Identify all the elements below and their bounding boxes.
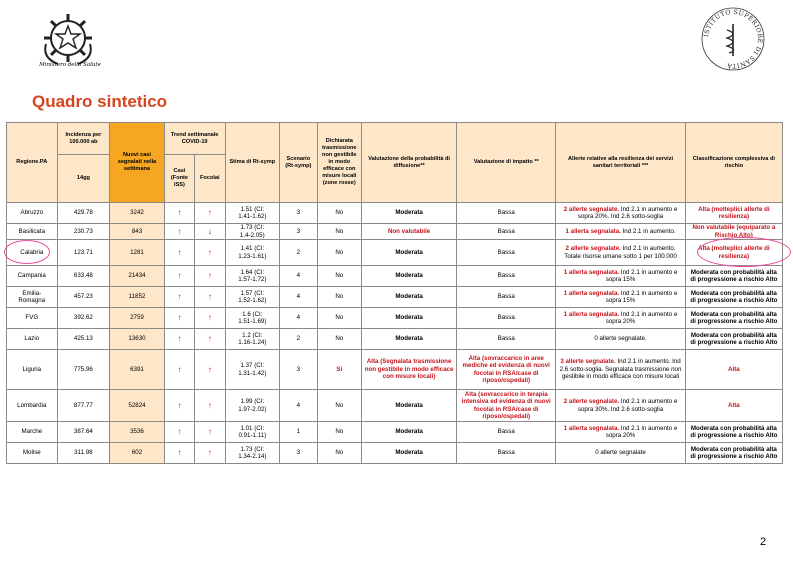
cell-region: Lombardia bbox=[7, 390, 58, 422]
cell-probability: Alta (Segnalata trasmissione non gestibile in modo efficace con misure locali) bbox=[362, 350, 457, 390]
cell-classification: Moderata con probabilità alta di progressione a rischio Alto bbox=[685, 266, 782, 287]
cell-alerts bbox=[556, 266, 685, 287]
rt-ci: 1.52-1.62) bbox=[238, 297, 267, 304]
cell-rt bbox=[225, 224, 280, 240]
col-header-alerts: Allerte relative alla resilienza dei servizi sanitari territoriali *** bbox=[556, 123, 685, 203]
rt-value: 1.41 (CI: bbox=[240, 245, 265, 253]
cell-declared: No bbox=[317, 443, 362, 464]
table-row bbox=[7, 422, 783, 443]
col-header-trend-outbreaks: Focolai bbox=[195, 155, 225, 203]
alert-highlight: 3 allerte segnalate. bbox=[560, 358, 616, 366]
iss-logo-icon bbox=[700, 6, 766, 72]
cell-declared: No bbox=[317, 422, 362, 443]
cell-declared: No bbox=[317, 224, 362, 240]
cell-rt bbox=[225, 266, 280, 287]
cell-alerts bbox=[556, 390, 685, 422]
alert-detail: Ind 2.1 in aumento e sopra 20% bbox=[605, 424, 678, 439]
cell-declared: Si bbox=[317, 350, 362, 390]
cell-impact: Bassa bbox=[457, 422, 556, 443]
cell-incidence: 877.77 bbox=[57, 390, 110, 422]
cell-new-cases: 52824 bbox=[110, 390, 165, 422]
trend-arrow-icon: ↑ bbox=[207, 448, 212, 458]
cell-declared: No bbox=[317, 203, 362, 224]
trend-arrow-icon: ↑ bbox=[177, 364, 182, 374]
col-header-incidence: Incidenza per 100.000 ab bbox=[57, 123, 110, 155]
cell-new-cases: 1281 bbox=[110, 240, 165, 266]
cell-alerts bbox=[556, 308, 685, 329]
alert-highlight: 1 allerta segnalata. bbox=[563, 289, 620, 297]
cell-rt bbox=[225, 422, 280, 443]
trend-arrow-icon: ↑ bbox=[177, 313, 182, 323]
cell-alerts bbox=[556, 422, 685, 443]
cell-impact: Alta (sovraccarico in aree mediche ed evidenza di nuovi focolai in RSA/case di riposo/ospedali) bbox=[457, 350, 556, 390]
cell-trend-outbreaks bbox=[195, 308, 225, 329]
rt-ci: 0.91-1.11) bbox=[238, 432, 267, 439]
page-title: Quadro sintetico bbox=[32, 92, 168, 111]
cell-impact: Bassa bbox=[457, 266, 556, 287]
cell-scenario: 2 bbox=[280, 240, 317, 266]
cell-trend-outbreaks bbox=[195, 266, 225, 287]
table-row bbox=[7, 443, 783, 464]
cell-trend-outbreaks bbox=[195, 443, 225, 464]
cell-incidence: 387.64 bbox=[57, 422, 110, 443]
cell-declared: No bbox=[317, 329, 362, 350]
cell-classification: Moderata con probabilità alta di progressione a rischio Alto bbox=[685, 287, 782, 308]
rt-ci: 1.4-2.05) bbox=[239, 231, 265, 239]
trend-arrow-icon: ↑ bbox=[177, 334, 182, 344]
rt-value: 1.01 (CI: bbox=[240, 424, 265, 432]
cell-incidence: 457.23 bbox=[57, 287, 110, 308]
trend-arrow-icon: ↑ bbox=[177, 208, 182, 218]
cell-rt bbox=[225, 240, 280, 266]
alert-detail: Ind 2.1 in aumento e sopra 20% bbox=[605, 310, 678, 325]
iss-logo-text: ISTITUTO SUPERIORE DI SANITÀ bbox=[703, 8, 764, 70]
cell-rt bbox=[225, 350, 280, 390]
cell-probability: Moderata bbox=[362, 240, 457, 266]
cell-scenario: 4 bbox=[280, 390, 317, 422]
trend-arrow-icon: ↑ bbox=[207, 313, 212, 323]
cell-trend-cases bbox=[164, 329, 194, 350]
cell-scenario: 3 bbox=[280, 443, 317, 464]
cell-alerts bbox=[556, 203, 685, 224]
cell-scenario: 1 bbox=[280, 422, 317, 443]
cell-new-cases: 13630 bbox=[110, 329, 165, 350]
cell-probability: Moderata bbox=[362, 422, 457, 443]
cell-probability: Moderata bbox=[362, 390, 457, 422]
cell-scenario: 2 bbox=[280, 329, 317, 350]
cell-classification: Alta (molteplici allerte di resilienza) bbox=[685, 203, 782, 224]
alert-detail: Ind 2.1 in aumento e sopra 15% bbox=[605, 289, 678, 304]
table-row bbox=[7, 203, 783, 224]
alert-highlight: 1 allerta segnalata. bbox=[563, 310, 620, 318]
cell-new-cases: 21434 bbox=[110, 266, 165, 287]
trend-arrow-icon: ↑ bbox=[177, 400, 182, 410]
rt-value: 1.73 (CI: bbox=[240, 445, 265, 453]
alert-detail: Ind 2.1 in aumento e sopra 15% bbox=[605, 268, 678, 283]
col-header-classification: Classificazione complessiva di rischio bbox=[685, 123, 782, 203]
cell-declared: No bbox=[317, 240, 362, 266]
cell-trend-cases bbox=[164, 308, 194, 329]
cell-scenario: 3 bbox=[280, 224, 317, 240]
alert-detail: Ind 2.1 in aumento e sopra 20%. Ind 2.6 sotto-soglia bbox=[577, 205, 678, 220]
cell-new-cases: 11852 bbox=[110, 287, 165, 308]
cell-new-cases: 843 bbox=[110, 224, 165, 240]
cell-scenario: 4 bbox=[280, 266, 317, 287]
cell-trend-outbreaks bbox=[195, 240, 225, 266]
alert-highlight: 2 allerte segnalate. bbox=[563, 398, 620, 406]
alert-detail: Ind 2.1 in aumento. Totale risorse umane sotto 1 per 100.000 bbox=[564, 245, 677, 260]
cell-classification: Alta bbox=[685, 390, 782, 422]
trend-arrow-icon: ↑ bbox=[207, 427, 212, 437]
trend-arrow-icon: ↑ bbox=[207, 400, 212, 410]
cell-rt bbox=[225, 308, 280, 329]
trend-arrow-icon: ↓ bbox=[207, 226, 212, 236]
cell-incidence: 230.73 bbox=[57, 224, 110, 240]
cell-trend-cases bbox=[164, 203, 194, 224]
col-header-new-cases: Nuovi casi segnalati nella settimana bbox=[110, 123, 165, 203]
cell-probability: Moderata bbox=[362, 203, 457, 224]
cell-new-cases: 2759 bbox=[110, 308, 165, 329]
cell-classification: Moderata con probabilità alta di progressione a rischio Alto bbox=[685, 422, 782, 443]
cell-rt bbox=[225, 287, 280, 308]
cell-alerts bbox=[556, 240, 685, 266]
cell-scenario: 3 bbox=[280, 203, 317, 224]
cell-classification: Moderata con probabilità alta di progressione a rischio Alto bbox=[685, 308, 782, 329]
cell-classification: Moderata con probabilità alta di progressione a rischio Alto bbox=[685, 329, 782, 350]
rt-value: 1.37 (CI: bbox=[240, 362, 265, 370]
cell-impact: Bassa bbox=[457, 308, 556, 329]
rt-value: 1.99 (CI: bbox=[240, 398, 265, 406]
cell-classification: Alta (molteplici allerte di resilienza) bbox=[685, 240, 782, 266]
table-row bbox=[7, 390, 783, 422]
trend-arrow-icon: ↑ bbox=[177, 448, 182, 458]
table-row bbox=[7, 266, 783, 287]
cell-trend-outbreaks bbox=[195, 203, 225, 224]
cell-rt bbox=[225, 329, 280, 350]
cell-trend-cases bbox=[164, 443, 194, 464]
cell-trend-outbreaks bbox=[195, 422, 225, 443]
trend-arrow-icon: ↑ bbox=[207, 208, 212, 218]
cell-incidence: 425.13 bbox=[57, 329, 110, 350]
annotation-circle-region bbox=[4, 240, 50, 264]
cell-region: Emilia-Romagna bbox=[7, 287, 58, 308]
cell-trend-outbreaks bbox=[195, 350, 225, 390]
col-header-trend-cases: Casi (Fonte ISS) bbox=[164, 155, 194, 203]
table-row bbox=[7, 224, 783, 240]
rt-value: 1.6 (CI: bbox=[242, 310, 263, 318]
cell-trend-outbreaks bbox=[195, 390, 225, 422]
alert-highlight: 2 allerte segnalate. bbox=[565, 245, 621, 253]
cell-new-cases: 3536 bbox=[110, 422, 165, 443]
cell-impact: Bassa bbox=[457, 287, 556, 308]
cell-trend-cases bbox=[164, 422, 194, 443]
cell-alerts bbox=[556, 329, 685, 350]
cell-incidence: 429.78 bbox=[57, 203, 110, 224]
trend-arrow-icon: ↑ bbox=[207, 247, 212, 257]
rt-value: 1.57 (CI: bbox=[240, 289, 265, 297]
cell-rt bbox=[225, 390, 280, 422]
rt-value: 1.64 (CI: bbox=[240, 268, 265, 276]
cell-region: Molise bbox=[7, 443, 58, 464]
rt-value: 1.73 (CI: bbox=[240, 224, 265, 232]
alert-detail: 0 allerte segnalate. bbox=[594, 335, 647, 343]
ministry-label: Ministero della Salute bbox=[39, 62, 101, 68]
cell-impact: Bassa bbox=[457, 203, 556, 224]
alert-detail: Ind 2.1 in aumento e sopra 30%. Ind 2.6 sotto-soglia bbox=[577, 398, 678, 413]
cell-probability: Non valutabile bbox=[362, 224, 457, 240]
cell-alerts bbox=[556, 443, 685, 464]
cell-region: Marche bbox=[7, 422, 58, 443]
cell-new-cases: 6391 bbox=[110, 350, 165, 390]
col-header-scenario: Scenario (Rt-symp) bbox=[280, 123, 317, 203]
col-header-probability: Valutazione della probabilità di diffusione** bbox=[362, 123, 457, 203]
cell-trend-cases bbox=[164, 240, 194, 266]
cell-impact: Alta (sovraccarico in terapia intensiva ed evidenza di nuovi focolai in RSA/case di riposo/ospedali) bbox=[457, 390, 556, 422]
alert-detail: Ind 2.1 in aumento. bbox=[620, 227, 676, 235]
cell-trend-outbreaks bbox=[195, 329, 225, 350]
cell-region: FVG bbox=[7, 308, 58, 329]
alert-highlight: 1 allerta segnalata. bbox=[563, 268, 620, 276]
table-row bbox=[7, 350, 783, 390]
col-header-trend: Trend settimanale COVID-19 bbox=[164, 123, 225, 155]
col-header-region: Regione.PA bbox=[7, 123, 58, 203]
trend-arrow-icon: ↑ bbox=[207, 334, 212, 344]
cell-probability: Moderata bbox=[362, 308, 457, 329]
table-row bbox=[7, 287, 783, 308]
cell-alerts bbox=[556, 287, 685, 308]
cell-rt bbox=[225, 203, 280, 224]
table-row bbox=[7, 329, 783, 350]
cell-incidence: 775.96 bbox=[57, 350, 110, 390]
cell-impact: Bassa bbox=[457, 329, 556, 350]
cell-scenario: 4 bbox=[280, 308, 317, 329]
cell-trend-cases bbox=[164, 287, 194, 308]
alert-highlight: 2 allerte segnalate. bbox=[563, 205, 620, 213]
trend-arrow-icon: ↑ bbox=[177, 247, 182, 257]
col-header-rt: Stima di Rt-symp bbox=[225, 123, 280, 203]
cell-impact: Bassa bbox=[457, 224, 556, 240]
trend-arrow-icon: ↑ bbox=[177, 271, 182, 281]
col-header-impact: Valutazione di impatto ** bbox=[457, 123, 556, 203]
rt-ci: 1.31-1.42) bbox=[238, 369, 267, 377]
cell-impact: Bassa bbox=[457, 443, 556, 464]
rt-ci: 1.16-1.24) bbox=[238, 339, 267, 346]
trend-arrow-icon: ↑ bbox=[177, 292, 182, 302]
rt-ci: 1.41-1.62) bbox=[238, 213, 267, 220]
rt-value: 1.51 (CI: bbox=[240, 205, 265, 213]
cell-classification: Moderata con probabilità alta di progressione a rischio Alto bbox=[685, 443, 782, 464]
cell-region: Lazio bbox=[7, 329, 58, 350]
trend-arrow-icon: ↑ bbox=[207, 271, 212, 281]
col-header-incidence-sub: 14gg bbox=[57, 155, 110, 203]
cell-probability: Moderata bbox=[362, 443, 457, 464]
summary-table bbox=[6, 122, 783, 464]
cell-trend-cases bbox=[164, 390, 194, 422]
cell-declared: No bbox=[317, 287, 362, 308]
trend-arrow-icon: ↑ bbox=[177, 427, 182, 437]
cell-rt bbox=[225, 443, 280, 464]
cell-incidence: 392.62 bbox=[57, 308, 110, 329]
cell-region: Abruzzo bbox=[7, 203, 58, 224]
cell-trend-outbreaks bbox=[195, 287, 225, 308]
cell-alerts bbox=[556, 350, 685, 390]
trend-arrow-icon: ↑ bbox=[207, 364, 212, 374]
cell-declared: No bbox=[317, 390, 362, 422]
trend-arrow-icon: ↑ bbox=[177, 226, 182, 236]
cell-probability: Moderata bbox=[362, 266, 457, 287]
cell-alerts bbox=[556, 224, 685, 240]
alert-detail: 0 allerte segnalate bbox=[595, 449, 646, 457]
cell-scenario: 4 bbox=[280, 287, 317, 308]
alert-highlight: 1 allerta segnalata. bbox=[565, 227, 621, 235]
cell-classification: Alta bbox=[685, 350, 782, 390]
cell-incidence: 633.48 bbox=[57, 266, 110, 287]
rt-ci: 1.51-1.69) bbox=[238, 318, 267, 325]
cell-trend-cases bbox=[164, 350, 194, 390]
cell-trend-cases bbox=[164, 266, 194, 287]
alert-detail: Ind 2.1 in aumento. Ind 2.6 sotto-soglia. Segnalata trasmissione non gestibile in modo efficace con misure locali bbox=[559, 358, 682, 381]
cell-region: Liguria bbox=[7, 350, 58, 390]
rt-ci: 1.97-2.02) bbox=[238, 405, 267, 413]
cell-incidence: 123.71 bbox=[57, 240, 110, 266]
trend-arrow-icon: ↑ bbox=[207, 292, 212, 302]
annotation-circle-classification bbox=[697, 237, 791, 267]
cell-trend-cases bbox=[164, 224, 194, 240]
alert-highlight: 1 allerta segnalata. bbox=[563, 424, 620, 432]
cell-incidence: 311.98 bbox=[57, 443, 110, 464]
table-row bbox=[7, 308, 783, 329]
cell-region: Campania bbox=[7, 266, 58, 287]
cell-declared: No bbox=[317, 308, 362, 329]
rt-ci: 1.23-1.61) bbox=[238, 252, 267, 260]
col-header-declared: Dichiarata trasmissione non gestibile in modo efficace con misure locali (zone rosse) bbox=[317, 123, 362, 203]
rt-ci: 1.34-2.14) bbox=[238, 453, 267, 460]
cell-declared: No bbox=[317, 266, 362, 287]
cell-probability: Moderata bbox=[362, 287, 457, 308]
table-row bbox=[7, 240, 783, 266]
page-number: 2 bbox=[760, 536, 767, 548]
cell-classification: Non valutabile (equiparato a Rischio Alto) bbox=[685, 224, 782, 240]
cell-region: Calabria bbox=[7, 240, 58, 266]
cell-trend-outbreaks bbox=[195, 224, 225, 240]
rt-value: 1.2 (CI: bbox=[242, 331, 263, 339]
cell-probability: Moderata bbox=[362, 329, 457, 350]
cell-new-cases: 602 bbox=[110, 443, 165, 464]
rt-ci: 1.57-1.72) bbox=[238, 276, 267, 283]
cell-scenario: 3 bbox=[280, 350, 317, 390]
cell-region: Basilicata bbox=[7, 224, 58, 240]
cell-impact: Bassa bbox=[457, 240, 556, 266]
cell-new-cases: 3242 bbox=[110, 203, 165, 224]
